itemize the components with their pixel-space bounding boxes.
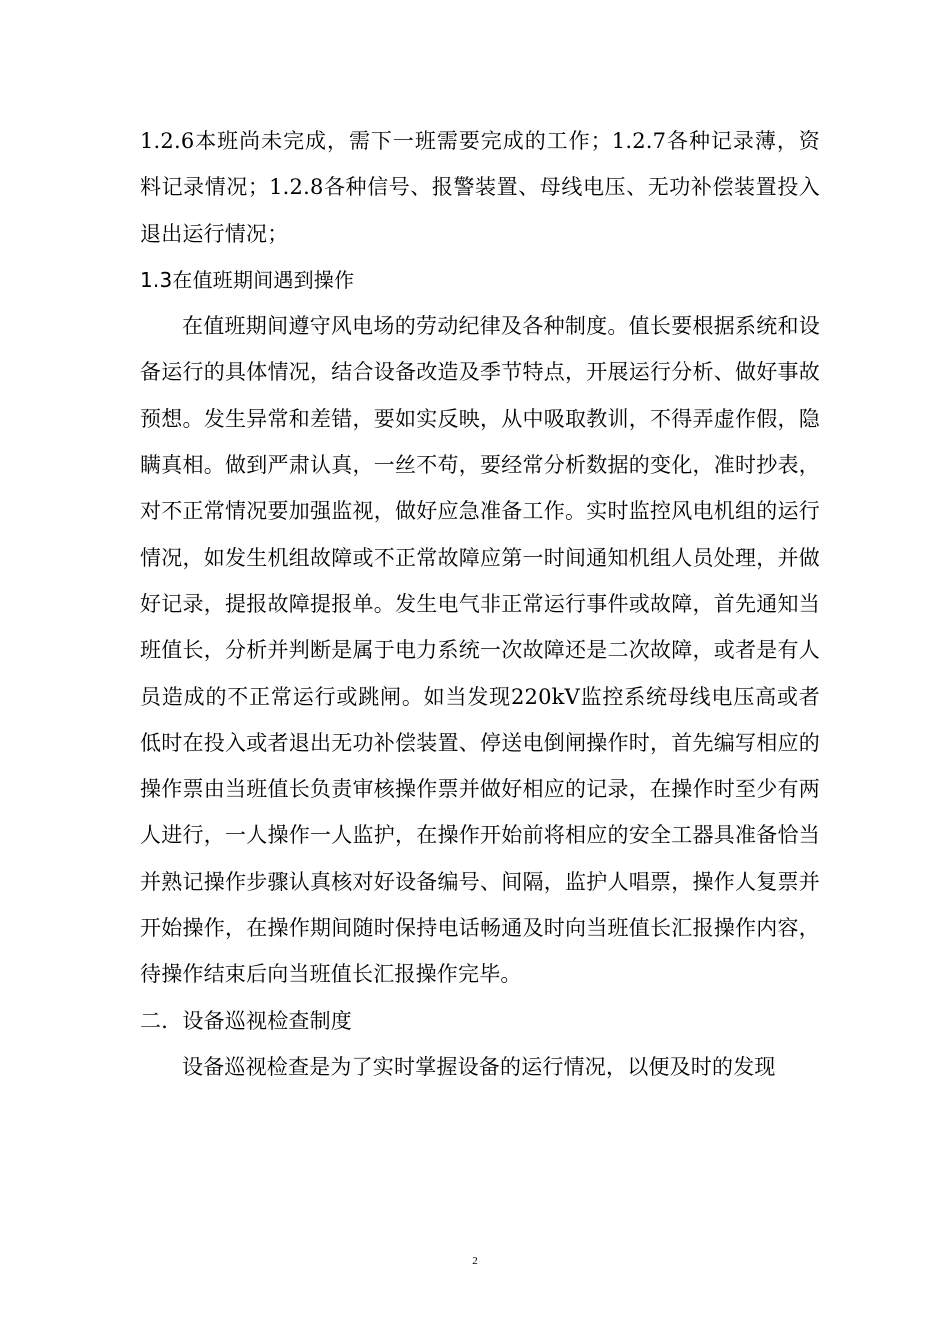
section-heading-2: 二．设备巡视检查制度 — [140, 1008, 352, 1033]
paragraph-shift-items: 1.2.6本班尚未完成，需下一班需要完成的工作；1.2.7各种记录薄，资料记录情况；1.2.8各种信号、报警装置、母线电压、无功补偿装置投入退出运行情况； — [140, 129, 820, 246]
page-number: 2 — [472, 1255, 478, 1267]
paragraph-operations-during-duty: 在值班期间遵守风电场的劳动纪律及各种制度。值长要根据系统和设备运行的具体情况，结合设备改造及季节特点，开展运行分析、做好事故预想。发生异常和差错，要如实反映，从中吸取教训，不得弄虚作假，隐瞒真相。做到严肃认真，一丝不苟，要经常分析数据的变化，准时抄表，对不正常情况要加强监视，做好应急准备工作。实时监控风电机组的运行情况，如发生机组故障或不正常故障应第一时间通知机组人员处理，并做好记录，提报故障提报单。发生电气非正常运行事件或故障，首先通知当班值长，分析并判断是属于电力系统一次故障还是二次故障，或者是有人员造成的不正常运行或跳闸。如当发现220kV监控系统母线电压高或者低时在投入或者退出无功补偿装置、停送电倒闸操作时，首先编写相应的操作票由当班值长负责审核操作票并做好相应的记录，在操作时至少有两人进行，一人操作一人监护，在操作开始前将相应的安全工器具准备恰当并熟记操作步骤认真核对好设备编号、间隔，监护人唱票，操作人复票并开始操作，在操作期间随时保持电话畅通及时向当班值长汇报操作内容，待操作结束后向当班值长汇报操作完毕。 — [140, 314, 820, 987]
section-heading-1-3: 1.3在值班期间遇到操作 — [140, 267, 355, 292]
paragraph-inspection-intro: 设备巡视检查是为了实时掌握设备的运行情况，以便及时的发现 — [182, 1054, 776, 1079]
page-content — [140, 118, 820, 1090]
